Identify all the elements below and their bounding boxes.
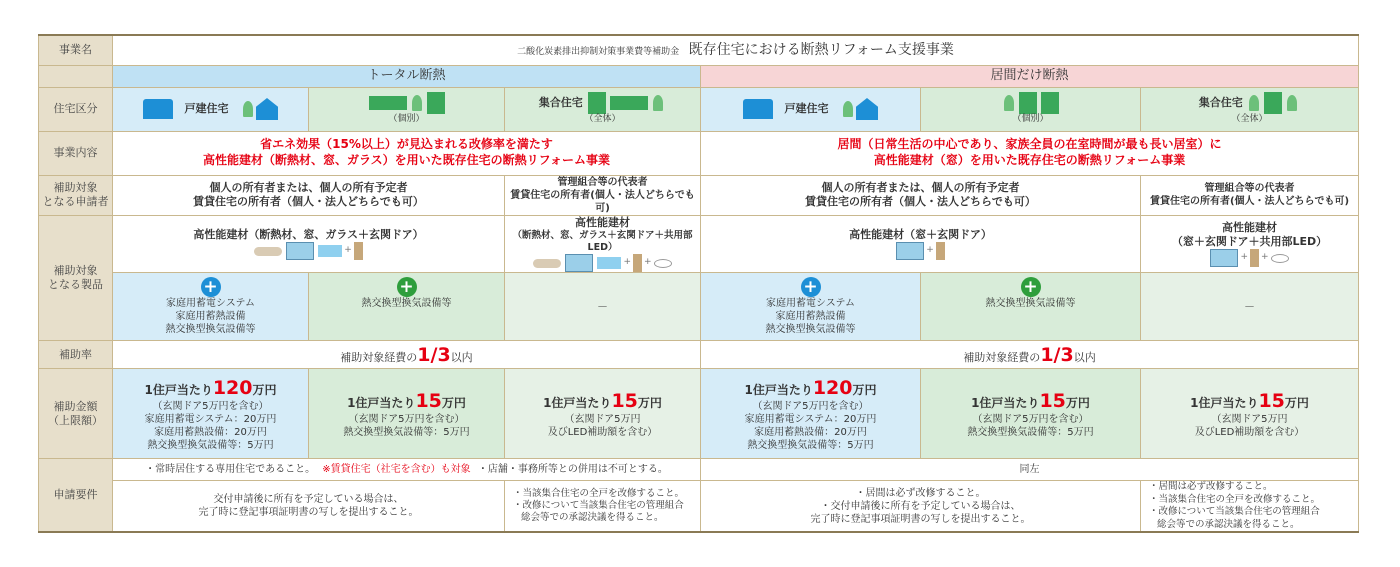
products-whole-extra-total: － <box>505 273 701 341</box>
amount-detached-total: 1住戸当たり120万円 （玄関ドア5万円を含む） 家庭用蓄電システム：20万円 家庭用蓄熱設備：20万円 熱交換型換気設備等：5万円 <box>113 369 309 459</box>
req-total-common: ・常時居住する専用住宅であること。 ※賃貸住宅（社宅を含む）も対象 ・店舗・事務所等との併用は不可とする。 <box>113 459 701 481</box>
housing-detached-room: 戸建住宅 <box>701 87 921 131</box>
house-icon <box>256 98 278 120</box>
products-total-whole: 高性能建材 （断熱材、窓、ガラス＋玄関ドア＋共用部LED） + + <box>505 215 701 273</box>
project-name-cell <box>113 35 1359 65</box>
products-detached-extra-total: + 家庭用蓄電システム 家庭用蓄熱設備 熱交換型換気設備等 <box>113 273 309 341</box>
housing-individual-room: （個別） <box>921 87 1141 131</box>
door-icon <box>936 242 945 260</box>
building-icon <box>1041 92 1059 114</box>
subsidy-table <box>38 34 1359 533</box>
building-icon <box>427 92 445 114</box>
req-room-individual: ・居間は必ず改修すること。 ・交付申請後に所有を予定している場合は、 完了時に登記事項証明書の写しを提出すること。 <box>701 481 1141 532</box>
house-icon <box>743 99 773 119</box>
project-name: 既存住宅における断熱リフォーム支援事業 <box>688 42 954 59</box>
housing-whole-room: 集合住宅 （全体） <box>1141 87 1359 131</box>
plus-icon: + <box>201 277 221 297</box>
products-detached-extra-room: + 家庭用蓄電システム 家庭用蓄熱設備 熱交換型換気設備等 <box>701 273 921 341</box>
building-icon <box>588 92 606 114</box>
plus-icon: + <box>397 277 417 297</box>
label-amount: 補助金額 （上限額） <box>39 369 113 459</box>
window-icon <box>1210 249 1238 267</box>
tree-icon <box>412 95 422 111</box>
label-applicant: 補助対象 となる申請者 <box>39 175 113 215</box>
products-total-main: 高性能建材（断熱材、窓、ガラス＋玄関ドア） + <box>113 215 505 273</box>
products-whole-extra-room: － <box>1141 273 1359 341</box>
section-room: 居間だけ断熱 <box>701 65 1359 87</box>
housing-detached-total: 戸建住宅 <box>113 87 309 131</box>
door-icon <box>1250 249 1259 267</box>
req-room-whole: ・居間は必ず改修すること。 ・当該集合住宅の全戸を改修すること。 ・改修について当該集合住宅の管理組合 総会等での承認決議を得ること。 <box>1141 481 1359 532</box>
window-icon <box>286 242 314 260</box>
label-empty <box>39 65 113 87</box>
subsidy-name: 二酸化炭素排出抑制対策事業費等補助金 <box>517 47 680 58</box>
door-icon <box>633 254 642 272</box>
applicant-room-individual: 個人の所有者または、個人の所有予定者 賃貸住宅の所有者（個人・法人どちらでも可） <box>701 175 1141 215</box>
tree-icon <box>653 95 663 111</box>
section-total: トータル断熱 <box>113 65 701 87</box>
door-icon <box>354 242 363 260</box>
tree-icon <box>1287 95 1297 111</box>
rate-total: 補助対象経費の1/3以内 <box>113 341 701 369</box>
applicant-room-whole: 管理組合等の代表者 賃貸住宅の所有者(個人・法人どちらでも可) <box>1141 175 1359 215</box>
amount-whole-room: 1住戸当たり15万円 （玄関ドア5万円 及びLED補助額を含む） <box>1141 369 1359 459</box>
label-rate: 補助率 <box>39 341 113 369</box>
amount-individual-room: 1住戸当たり15万円 （玄関ドア5万円を含む） 熱交換型換気設備等：5万円 <box>921 369 1141 459</box>
rate-room: 補助対象経費の1/3以内 <box>701 341 1359 369</box>
tree-icon <box>243 101 253 117</box>
building-icon <box>1019 92 1037 114</box>
amount-detached-room: 1住戸当たり120万円 （玄関ドア5万円を含む） 家庭用蓄電システム：20万円 家庭用蓄熱設備：20万円 熱交換型換気設備等：5万円 <box>701 369 921 459</box>
insulation-icon <box>533 259 561 268</box>
led-icon <box>1271 254 1289 263</box>
applicant-total-individual: 個人の所有者または、個人の所有予定者 賃貸住宅の所有者（個人・法人どちらでも可） <box>113 175 505 215</box>
content-room: 居間（日常生活の中心であり、家族全員の在室時間が最も長い居室）に 高性能建材（窓）を用いた既存住宅の断熱リフォーム事業 <box>701 131 1359 175</box>
tree-icon <box>843 101 853 117</box>
plus-icon: + <box>801 277 821 297</box>
label-content: 事業内容 <box>39 131 113 175</box>
housing-individual-total: （個別） <box>309 87 505 131</box>
window-icon <box>565 254 593 272</box>
products-room-main: 高性能建材（窓＋玄関ドア） + <box>701 215 1141 273</box>
housing-whole-total: 集合住宅 （全体） <box>505 87 701 131</box>
content-total: 省エネ効果（15%以上）が見込まれる改修率を満たす 高性能建材（断熱材、窓、ガラス）を用いた既存住宅の断熱リフォーム事業 <box>113 131 701 175</box>
label-housing: 住宅区分 <box>39 87 113 131</box>
products-individual-extra-total: + 熱交換型換気設備等 <box>309 273 505 341</box>
amount-individual-total: 1住戸当たり15万円 （玄関ドア5万円を含む） 熱交換型換気設備等：5万円 <box>309 369 505 459</box>
building-icon <box>610 96 648 110</box>
products-room-whole: 高性能建材 （窓＋玄関ドア＋共用部LED） + + <box>1141 215 1359 273</box>
tree-icon <box>1249 95 1259 111</box>
glass-icon <box>597 257 621 269</box>
label-project: 事業名 <box>39 35 113 65</box>
req-total-whole: ・当該集合住宅の全戸を改修すること。 ・改修について当該集合住宅の管理組合 総会等での承認決議を得ること。 <box>505 481 701 532</box>
insulation-icon <box>254 247 282 256</box>
window-icon <box>896 242 924 260</box>
house-icon <box>143 99 173 119</box>
amount-whole-total: 1住戸当たり15万円 （玄関ドア5万円 及びLED補助額を含む） <box>505 369 701 459</box>
glass-icon <box>318 245 342 257</box>
products-individual-extra-room: + 熱交換型換気設備等 <box>921 273 1141 341</box>
building-icon <box>1264 92 1282 114</box>
label-requirements: 申請要件 <box>39 459 113 532</box>
led-icon <box>654 259 672 268</box>
tree-icon <box>1004 95 1014 111</box>
plus-icon: + <box>1021 277 1041 297</box>
building-icon <box>369 96 407 110</box>
label-products: 補助対象 となる製品 <box>39 215 113 341</box>
req-room-common: 同左 <box>701 459 1359 481</box>
applicant-total-whole: 管理組合等の代表者 賃貸住宅の所有者(個人・法人どちらでも可) <box>505 175 701 215</box>
req-total-individual: 交付申請後に所有を予定している場合は、 完了時に登記事項証明書の写しを提出すること。 <box>113 481 505 532</box>
house-icon <box>856 98 878 120</box>
